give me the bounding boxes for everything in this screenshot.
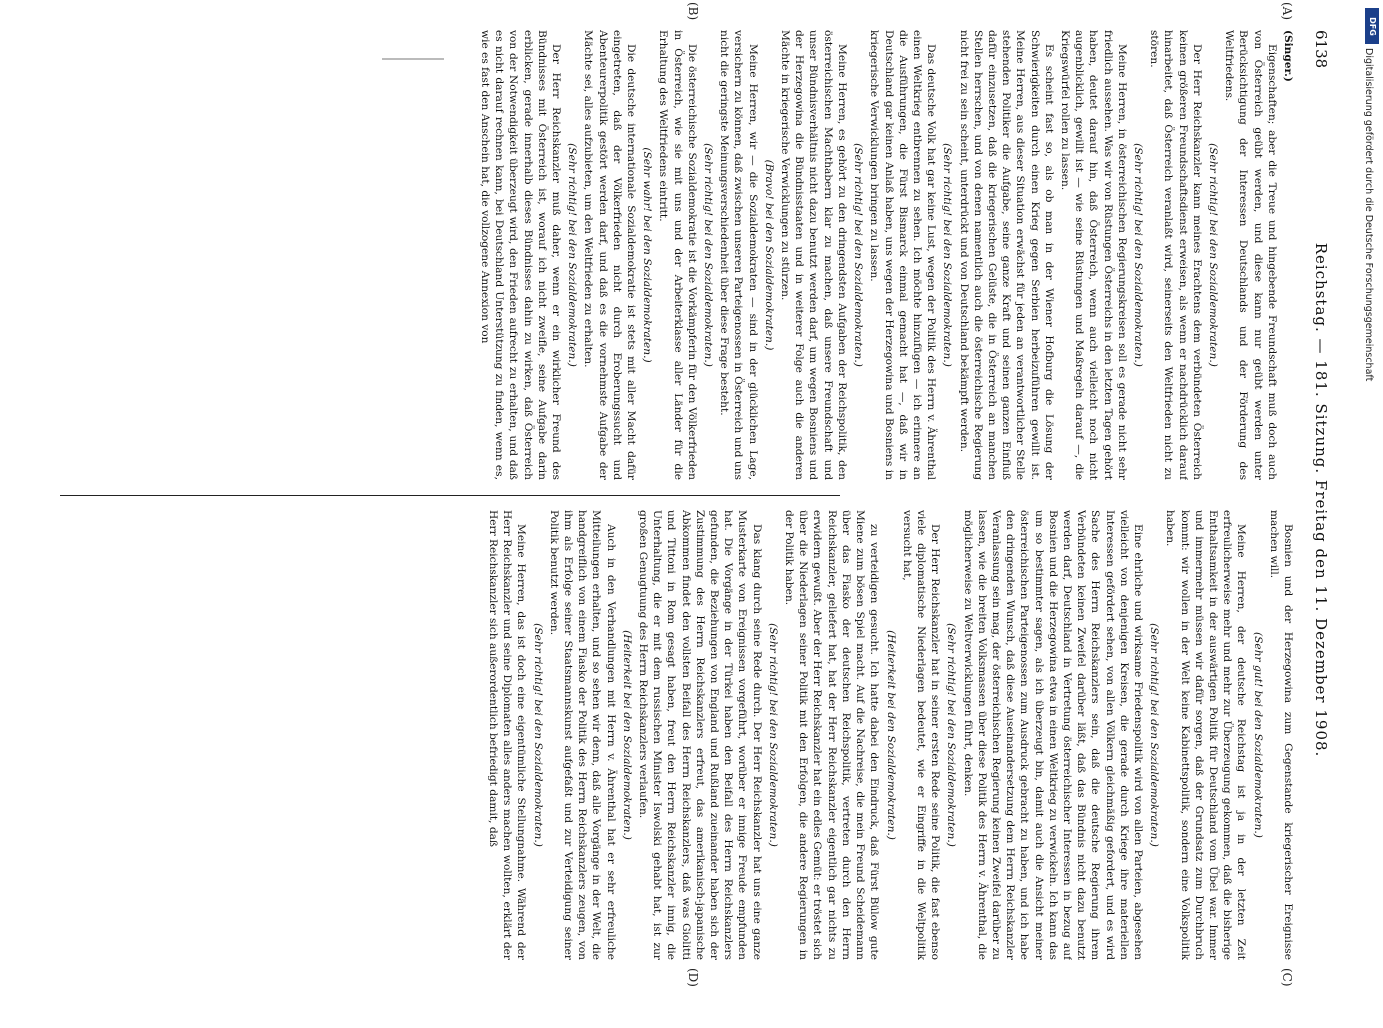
margin-mark-b: (B) [686, 2, 700, 21]
paragraph: Eigenschaften; aber die Treue und hingebende Freundschaft muß doch auch von Österreich geübt werden, und diese kann nur geübt werden unter Berücksichtigung der Interessen Deutschlands und der Förderung des Weltfriedens. [1223, 30, 1278, 480]
paragraph: zu verteidigen gesucht. Ich hatte dabei den Eindruck, daß Fürst Bülow gute Miene zum bösen Spiel macht. Auf die Nachreise, die mein Freund Scheidemann über das Fiasko der deutschen Reichspolitik, vertreten durch den Herrn Reichskanzler, geliefert hat, hat der Herr Reichskanzler eigentlich gar nichts zu erwidern gewußt. Aber der Herr Reichskanzler hat ein edles Gemüt: er tröstet sich über die Niederlagen seiner Politik mit den Erfolgen, die andere Regierungen in der Politik haben. [783, 510, 881, 960]
reaction-note: (Sehr richtig! bei den Sozialdemokraten.) [531, 623, 544, 847]
reaction-note: (Sehr richtig! bei den Sozialdemokraten.) [1131, 143, 1144, 367]
reaction-note: (Heiterkeit bei den Sozialdemokraten.) [884, 630, 897, 840]
paragraph: Es scheint fast so, als ob man in der Wiener Hofburg die Lösung der Schwierigkeiten durch einen Krieg gegen Serbien herbeizuführen gewillt ist. Meine Herren, aus dieser Situation erwächst für jeden an verantwortlicher Stelle stehenden Politiker die Aufgabe, seine ganze Kraft und seinen ganzen Einfluß dafür einzusetzen, daß die kriegerischen Gelüste, die in Österreich an manchen Stellen herrschen, und von denen namentlich auch die österreichische Regierung nicht frei zu sein scheint, unterdrückt und von Deutschland bekämpft werden. [957, 30, 1055, 480]
scan-dash [382, 58, 444, 60]
reaction-note: (Sehr richtig! bei den Sozialdemokraten.) [766, 623, 779, 847]
paragraph: Die deutsche internationale Sozialdemokratie ist stets mit aller Macht dafür eingetreten, daß der Völkerfrieden nicht durch Eroberungssucht und Abenteurerpolitik gestört werden darf, und daß es die vornehmste Aufgabe der Mächte sei, alles aufzubieten, um den Weltfrieden zu erhalten. [582, 30, 638, 480]
paragraph: Die österreichische Sozialdemokratie ist die Vorkämpferin für den Völkerfrieden in Österreich, wie sie mit uns und der Arbeiterklasse aller Länder für die Erhaltung des Weltfriedens eintritt. [657, 30, 698, 480]
reaction-note: (Bravo! bei den Sozialdemokraten.) [762, 159, 775, 351]
reaction-note: (Sehr wahr! bei den Sozialdemokraten.) [641, 147, 654, 363]
reaction-note: (Sehr richtig! bei den Sozialdemokraten.) [941, 143, 954, 367]
page-header [1300, 30, 1340, 970]
paragraph: Der Herr Reichskanzler kann meines Erachtens dem verbündeten Österreich keinen größeren Freundschaftsdienst erweisen, als wenn er nachdrücklich darauf hinarbeitet, daß Österreich veranlaßt wird, seinerseits den Weltfrieden nicht zu stören. [1148, 30, 1203, 480]
paragraph: Auch in den Verhandlungen mit Herrn v. Ährenthal hat er sehr erfreuliche Mitteilungen erhalten, und so sehen wir denn, daß alle Vorgänge in der Welt, die handgreiflich von einem Fiasko der Politik des Herrn Reichskanzlers zeugen, von ihm als Erfolge seiner Staatsmannskunst aufgefaßt und zur Verteidigung seiner Politik benutzt werden. [547, 510, 617, 960]
paragraph: Meine Herren, in österreichischen Regierungskreisen soll es gerade nicht sehr friedlich aussehen. Was wir von Rüstungen Österreichs in den letzten Tagen gehört haben, deutet darauf hin, daß Österreich, wenn auch vielleicht noch nicht augenblicklich, gewillt ist — wie seine Rüstungen und Maßregeln darauf —, die Kriegswürfel rollen zu lassen. [1058, 30, 1128, 480]
reaction-note: (Sehr richtig! bei den Sozialdemokraten.) [1206, 143, 1219, 367]
reaction-note: (Sehr richtig! bei den Sozialdemokraten.) [702, 143, 715, 367]
reaction-note: (Sehr gut! bei den Sozialdemokraten.) [1251, 632, 1264, 838]
paragraph: Das klang durch seine Rede durch. Der Herr Reichskanzler hat uns eine ganze Musterkarte von Ereignissen vorgeführt, worüber er innige Freude empfunden hat. Die Vorgänge in der Türkei haben den Beifall des Herrn Reichskanzlers gefunden, die Beziehungen von England und Rußland zueinander haben sich der Zustimmung des Herrn Reichskanzlers erfreut, das amerikanisch-japanische Abkommen findet den vollsten Beifall des Herrn Reichskanzlers, daß was Giolitti und Tittoni in Rom gesagt haben, freut den Herrn Reichskanzler innig, die Unterhaltung, die er mit dem russischen Minister Iswolski gehabt hat, ist zur großen Genugtuung des Herrn Reichskanzlers verlaufen. [637, 510, 763, 960]
speaker-name: (Singer.) [1282, 30, 1294, 82]
paragraph: Meine Herren, der deutsche Reichstag ist ja in der letzten Zeit erfreulicherweise mehr und mehr zur Überzeugung gekommen, daß die bisherige Enthaltsamkeit in der auswärtigen Politik für Deutschland vom Übel war. Immer und immermehr müssen wir dafür sorgen, daß der Grundsatz zum Durchbruch kommt: wir wollen in der Welt keine Kabinettspolitik, sondern eine Volkspolitik haben. [1164, 510, 1248, 960]
left-text-column [65, 30, 1295, 480]
margin-mark-c: (C) [1280, 968, 1294, 987]
reaction-note: (Sehr richtig! bei den Sozialdemokraten.) [852, 143, 865, 367]
reaction-note: (Sehr richtig! bei den Sozialdemokraten.) [566, 143, 579, 367]
reaction-note: (Heiterkeit bei den Sozialdemokraten.) [620, 630, 633, 840]
paragraph: Das deutsche Volk hat gar keine Lust, wegen der Politik des Herrn v. Ährenthal einen Weltkrieg entbrennen zu sehen. Ich möchte hinzufügen — ich erinnere an die Ausführungen, die Fürst Bismarck einmal gemacht hat —, daß wir in Deutschland gar keinen Anlaß haben, uns wegen der Herzegowina und Bosniens in kriegerische Verwicklungen bringen zu lassen. [868, 30, 938, 480]
paragraph: Eine ehrliche und wirksame Friedenspolitik wird von allen Parteien, abgesehen vielleicht von denjenigen Kreisen, die gerade durch Kriege ihre materiellen Interessen gefördert sehen, von allen Völkern gleichmäßig gefordert, und es wird Sache des Herrn Reichskanzlers sein, daß die deutsche Regierung ihrem Verbündeten keinen Zweifel darüber läßt, daß das Bündnis nicht dazu benutzt werden darf, Deutschland in Vertretung österreichischer Interessen in bezug auf Bosnien und die Herzegowina etwa in einen Weltkrieg zu verwickeln. Ich kann das um so bestimmter sagen, als ich überzeugt bin, damit auch die Ansicht meiner österreichischen Parteigenossen zum Ausdruck gebracht zu haben, und ich habe den dringenden Wunsch, daß diese Auseinandersetzung dem Herrn Reichskanzler Veranlassung sein mag, der österreichischen Regierung keinen Zweifel darüber zu lassen, wie die breiten Volksmassen über diese Politik des Herrn v. Ährenthal, die möglicherweise zu Weltverwicklungen führt, denken. [961, 510, 1144, 960]
right-text-column [65, 510, 1295, 960]
margin-mark-a: (A) [1280, 2, 1294, 21]
reaction-note: (Sehr richtig! bei den Sozialdemokraten.) [1148, 623, 1161, 847]
paragraph: Meine Herren, es gehört zu den dringendsten Aufgaben der Reichspolitik, den österreichischen Machthabern klar zu machen, daß unsere Freundschaft und unser Bündnisverhältnis nicht dazu benutzt werden darf, um wegen Bosniens und der Herzegowina die Bündnisstaaten und in weiterer Folge auch die anderen Mächte in kriegerische Verwicklungen zu stürzen. [779, 30, 848, 480]
paragraph: Der Herr Reichskanzler hat in seiner ersten Rede seine Politik, die fast ebenso viele diplomatische Niederlagen bedeutet, wie er Eingriffe in die Weltpolitik versucht hat, [900, 510, 942, 960]
paragraph: Bosnien und der Herzegowina zum Gegenstande kriegerischer Ereignisse machen will. [1267, 510, 1294, 960]
page-title: Reichstag. — 181. Sitzung. Freitag den 11. Dezember 1908. [1312, 242, 1330, 758]
paragraph: Der Herr Reichskanzler muß daher, wenn er ein wirklicher Freund des Bündnisses mit Österreich ist, worauf ich nicht zweifle, seine Aufgabe darin erblicken, gerade innerhalb dieses Bündnisses dahin zu wirken, daß Österreich von der Notwendigkeit überzeugt wird, den Frieden aufrecht zu erhalten, und daß es nicht darauf rechnen kann, bei Deutschland Unterstützung zu finden, wenn es, wie es fast den Anschein hat, die vollzogene Annexion von [479, 30, 563, 480]
column-divider [60, 495, 840, 496]
document-page [40, 2, 1340, 987]
paragraph: Meine Herren, wir — die Sozialdemokraten — sind in der glücklichen Lage, versichern zu können, daß zwischen unseren Parteigenossen in Österreich und uns nicht die geringste Meinungsverschiedenheit über diese Frage besteht. [718, 30, 759, 480]
paragraph: Meine Herren, das ist doch eine eigentümliche Stellungnahme. Während der Herr Reichskanzler und seine Diplomaten alles anders machen wollten, erklärt der Herr Reichskanzler sich außerordentlich befriedigt damit, daß [487, 510, 528, 960]
dfg-logo: DFG [1365, 8, 1379, 44]
digitization-note: Digitalisierung gefördert durch die Deutsche Forschungsgemeinschaft [1363, 48, 1374, 382]
reaction-note: (Sehr richtig! bei den Sozialdemokraten.) [945, 623, 958, 847]
margin-mark-d: (D) [686, 968, 700, 987]
page-number: 6138 [1312, 30, 1330, 69]
